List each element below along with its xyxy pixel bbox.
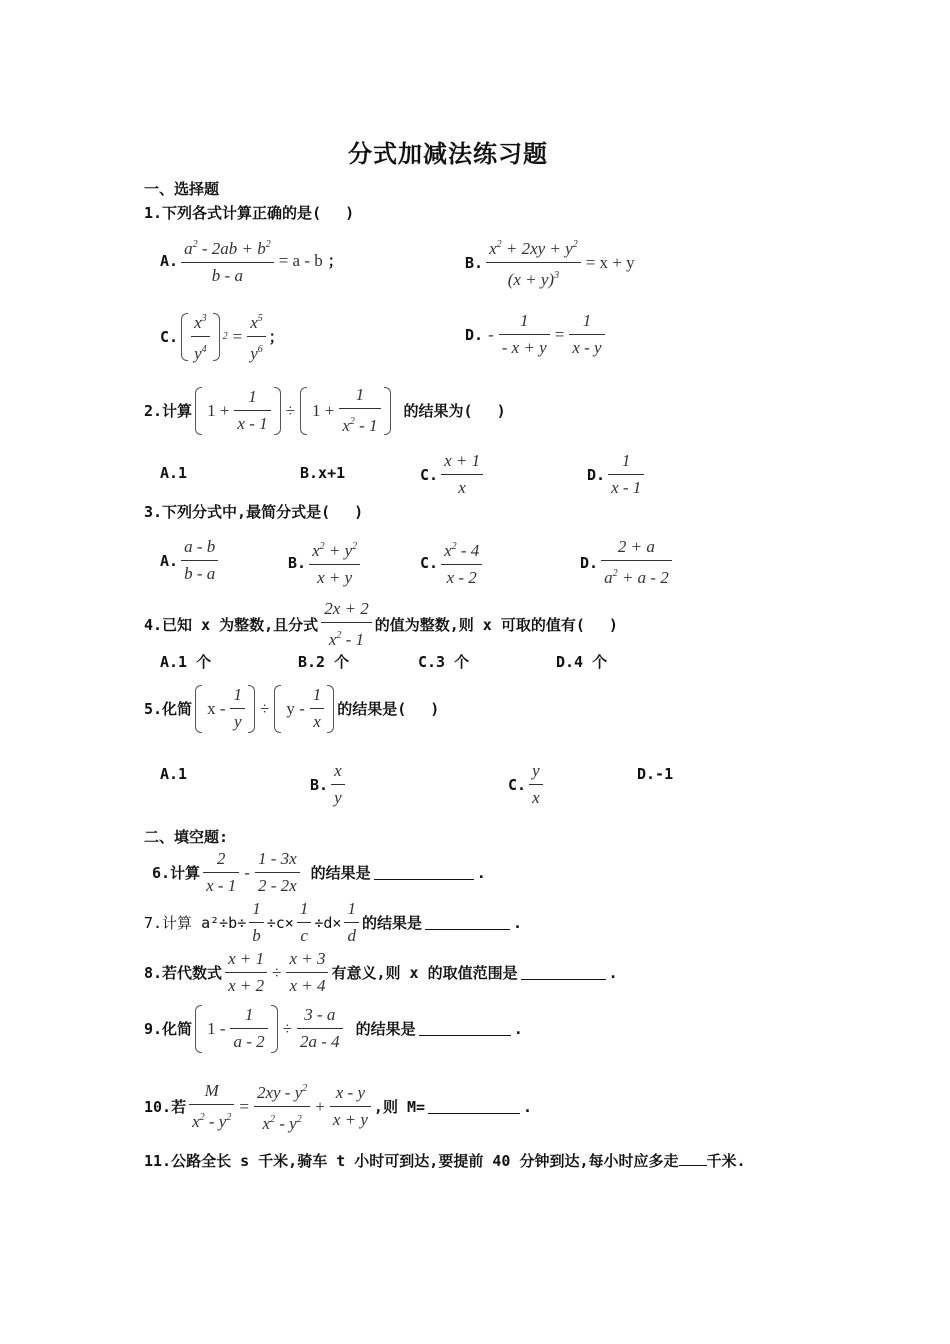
stem-text: . (476, 863, 486, 882)
stem-text: 8.若代数式 (144, 964, 223, 982)
math-expression: $\frac{x + 1}{x + 2}$ ÷ $\frac{x + 3}{x + 4}$ (225, 948, 328, 997)
stem-text: 有意义,则 x 的取值范围是 (331, 964, 518, 982)
q1-option-a[interactable] (160, 234, 343, 287)
math-expression: - $\frac{1}{- x + y}$ = $\frac{1}{x - y}$ (486, 310, 605, 359)
answer-blank[interactable] (521, 965, 606, 980)
q2-option-d[interactable] (587, 450, 644, 499)
q3-option-b[interactable] (288, 536, 360, 589)
question-9 (144, 1004, 523, 1053)
stem-text: 6.计算 (152, 864, 201, 882)
math-expression: $\frac{a - b}{b - a}$ (181, 536, 218, 585)
answer-blank[interactable] (428, 1099, 520, 1114)
answer-blank[interactable] (679, 1151, 707, 1166)
option-label: C. (160, 327, 179, 346)
math-expression: $\frac{1}{d}$ (344, 898, 359, 947)
q4-option-a[interactable]: A.1 个 (160, 653, 212, 671)
math-expression: $\frac{2x + 2}{x^2 - 1}$ (321, 598, 372, 651)
q3-option-a[interactable] (160, 536, 218, 585)
answer-blank[interactable] (419, 1021, 511, 1036)
q2-option-c[interactable] (420, 450, 483, 499)
stem-text: ,则 M= (373, 1098, 426, 1116)
page-title: 分式加减法练习题 (348, 140, 548, 168)
math-expression: $\frac{x}{y}$ (331, 760, 345, 809)
math-expression: $\frac{x + 1}{x}$ (441, 450, 483, 499)
math-expression: $\frac{x^2 + y^2}{x + y}$ (309, 536, 360, 589)
question-10 (144, 1078, 532, 1135)
question-7 (144, 898, 522, 947)
math-expression: $\frac{x^2 - 4}{x - 2}$ (441, 536, 482, 589)
q4-option-b[interactable]: B.2 个 (298, 653, 350, 671)
option-label: B. (465, 253, 484, 272)
q2-option-b[interactable]: B.x+1 (300, 464, 346, 482)
question-5-stem (144, 684, 439, 733)
question-8 (144, 948, 618, 997)
separator: ； (327, 252, 343, 270)
option-label: A. (160, 251, 179, 270)
section-heading-choice: 一、选择题 (144, 180, 220, 198)
q2-option-a[interactable]: A.1 (160, 464, 188, 482)
stem-text: 10.若 (144, 1098, 187, 1116)
stem-text: . (512, 913, 522, 932)
stem-text: 的结果是 (361, 914, 422, 932)
math-expression: $\frac{a^2 - 2ab + b^2}{b - a}$ = a - b (181, 234, 325, 287)
q3-option-c[interactable] (420, 536, 482, 589)
option-label: D. (587, 465, 606, 484)
math-expression: $\frac{2 + a}{a^2 + a - 2}$ (601, 536, 672, 589)
option-label: C. (420, 553, 439, 572)
math-expression: $\frac{2}{x - 1}$ - $\frac{1 - 3x}{2 - 2x}$ (203, 848, 300, 897)
answer-blank[interactable] (374, 865, 474, 880)
stem-text: 的结果是 (355, 1020, 416, 1038)
option-label: C. (420, 465, 439, 484)
q1-option-c[interactable] (160, 308, 284, 365)
section-heading-fill: 二、填空题: (144, 828, 229, 846)
stem-text: 7.计算 a²÷b÷ (144, 914, 247, 932)
question-3-stem: 3.下列分式中,最简分式是( ) (144, 503, 364, 521)
option-label: C. (508, 775, 527, 794)
stem-text: 11.公路全长 s 千米,骑车 t 小时可到达,要提前 40 分钟到达,每小时应多走 (144, 1152, 679, 1170)
option-label: B. (288, 553, 307, 572)
stem-text: 千米. (706, 1152, 746, 1170)
question-2-stem (144, 384, 506, 437)
stem-text: . (513, 1019, 523, 1038)
math-expression: $\frac{x^2 + 2xy + y^2}{(x + y)^3}$ = x + y (486, 234, 637, 291)
q5-option-b[interactable] (310, 760, 345, 809)
stem-text: . (608, 963, 618, 982)
question-4-stem (144, 598, 618, 651)
stem-text: 4.已知 x 为整数,且分式 (144, 616, 319, 634)
stem-text: 2.计算 (144, 402, 193, 420)
option-label: A. (160, 551, 179, 570)
math-expression: $\frac{x^3}{y^4}$ 2 = $\frac{x^5}{y^6}$ (181, 308, 266, 365)
option-label: B. (310, 775, 329, 794)
stem-text: 的结果是( ) (337, 700, 440, 718)
q4-option-c[interactable]: C.3 个 (418, 653, 470, 671)
q5-option-a[interactable]: A.1 (160, 765, 188, 783)
stem-text: ÷d× (314, 913, 342, 932)
option-label: D. (580, 553, 599, 572)
answer-blank[interactable] (425, 915, 510, 930)
stem-text: ÷c× (266, 913, 294, 932)
question-6 (152, 848, 486, 897)
math-expression: $\frac{1}{x - 1}$ (608, 450, 644, 499)
q5-option-c[interactable] (508, 760, 543, 809)
stem-text: 的结果是 (310, 864, 371, 882)
q1-option-d[interactable] (465, 310, 605, 359)
math-expression: 1 - $\frac{1}{a - 2}$ ÷ $\frac{3 - a}{2a - 4}$ (195, 1004, 343, 1053)
stem-text: 的值为整数,则 x 可取的值有( ) (374, 616, 618, 634)
stem-text: 5.化简 (144, 700, 193, 718)
math-expression: x - $\frac{1}{y}$ ÷ y - $\frac{1}{x}$ (195, 684, 334, 733)
math-expression: $\frac{M}{x^2 - y^2}$ = $\frac{2xy - y^2}{x^2 - y^2}$ + $\frac{x - y}{x + y}$ (189, 1078, 371, 1135)
math-expression: $\frac{1}{b}$ (249, 898, 264, 947)
option-label: D. (465, 325, 484, 344)
stem-text: 的结果为( ) (403, 402, 506, 420)
math-expression: 1 + $\frac{1}{x - 1}$ ÷ 1 + $\frac{1}{x^2 - 1}$ (195, 384, 390, 437)
separator: ； (268, 328, 284, 346)
math-expression: $\frac{1}{c}$ (297, 898, 312, 947)
question-1-stem: 1.下列各式计算正确的是( ) (144, 204, 355, 222)
q5-option-d[interactable]: D.-1 (637, 765, 674, 783)
q1-option-b[interactable] (465, 234, 637, 291)
q4-option-d[interactable]: D.4 个 (556, 653, 608, 671)
stem-text: . (523, 1097, 533, 1116)
math-expression: $\frac{y}{x}$ (529, 760, 543, 809)
q3-option-d[interactable] (580, 536, 672, 589)
stem-text: 9.化简 (144, 1020, 193, 1038)
question-11 (144, 1150, 746, 1171)
